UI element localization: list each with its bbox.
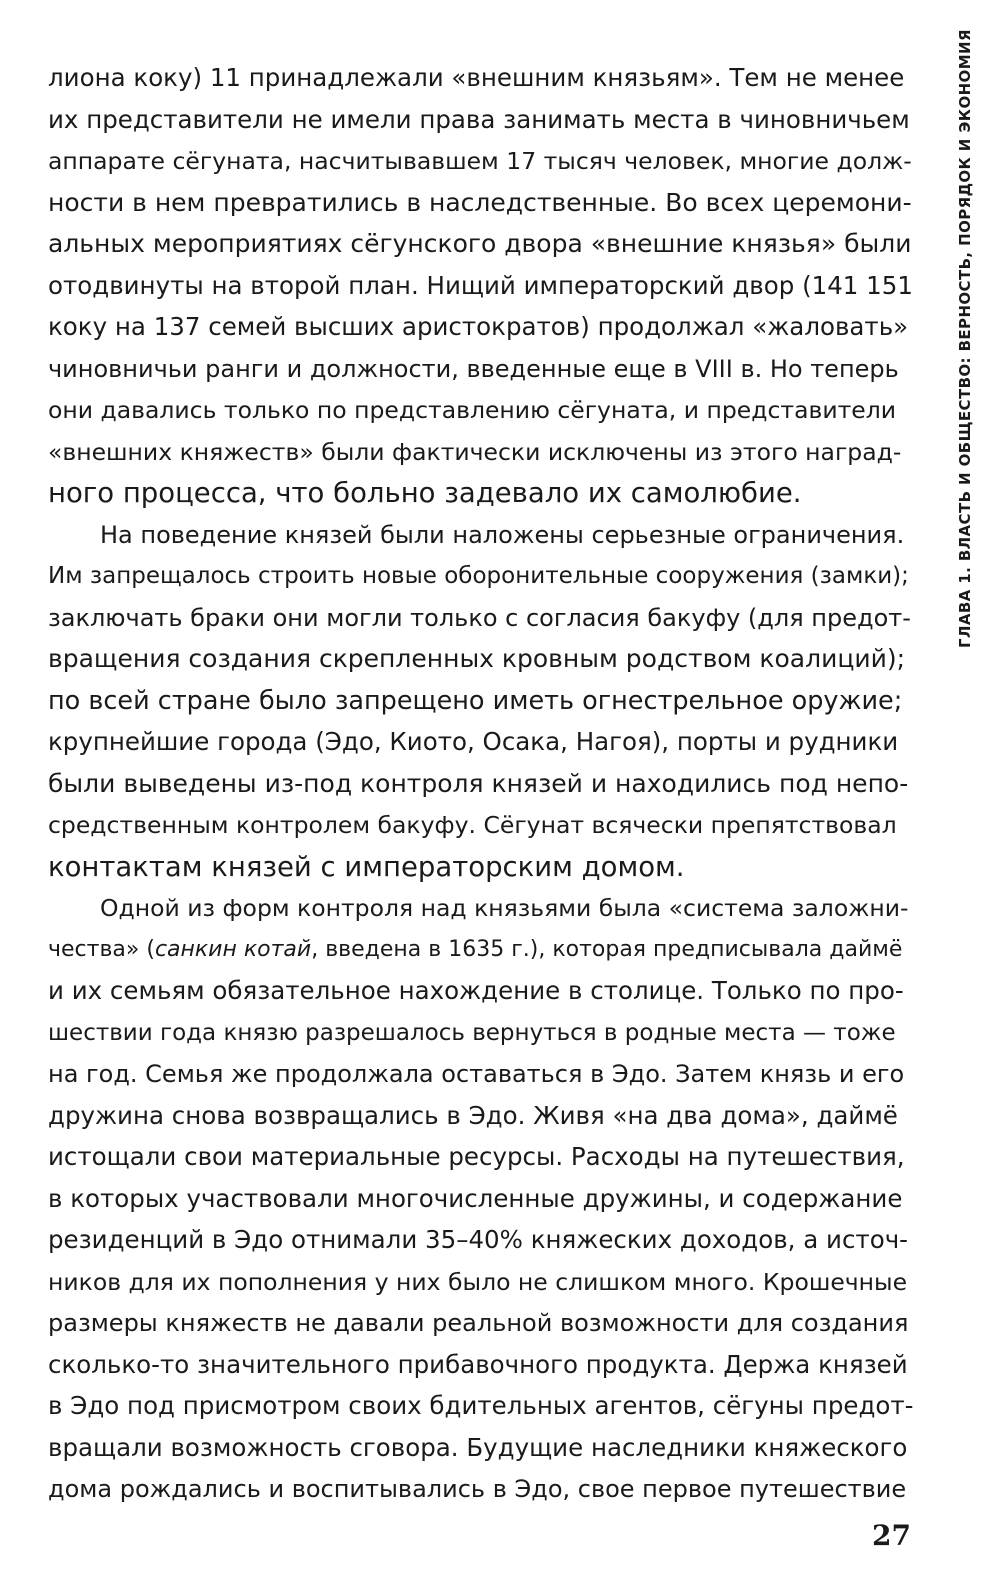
text-line: в Эдо под присмотром своих бдительных агентов, сёгуны предот-	[48, 1391, 914, 1420]
text-line: крупнейшие города (Эдо, Киото, Осака, Нагоя), порты и рудники	[48, 727, 899, 756]
text-line: вращали возможность сговора. Будущие наследники княжеского	[48, 1433, 908, 1462]
text-line: ного процесса, что больно задевало их самолюбие.	[48, 477, 802, 509]
text-line: резиденций в Эдо отнимали 35–40% княжеских доходов, а источ-	[48, 1225, 909, 1254]
text-line: их представители не имели права занимать места в чиновничьем	[48, 105, 910, 134]
text-segment: чества» (	[48, 937, 155, 962]
text-line: размеры княжеств не давали реальной возможности для создания	[48, 1309, 909, 1337]
text-line: На поведение князей были наложены серьезные ограничения.	[100, 521, 905, 549]
text-line: по всей стране было запрещено иметь огнестрельное оружие;	[48, 686, 903, 716]
text-line: вращения создания скрепленных кровным родством коалиций);	[48, 644, 906, 673]
text-line: чиновничьи ранги и должности, введенные еще в VIII в. Но теперь	[48, 355, 899, 383]
text-line	[48, 930, 912, 970]
text-line: в которых участвовали многочисленные дружины, и содержание	[48, 1184, 903, 1213]
text-line: они давались только по представлению сёгуната, и представители	[48, 396, 897, 424]
italic-term: санкин котай	[154, 937, 312, 962]
text-line: ности в нем превратились в наследственные. Во всех церемони-	[48, 188, 912, 217]
text-line: истощали свои материальные ресурсы. Расходы на путешествия,	[48, 1142, 905, 1171]
text-line: сколько-то значительного прибавочного продукта. Держа князей	[48, 1350, 908, 1379]
text-line: заключать браки они могли только с согласия бакуфу (для предот-	[48, 604, 911, 632]
text-line: были выведены из-под контроля князей и находились под непо-	[48, 769, 909, 798]
text-segment: , введена в 1635 г.), которая предписывала даймё	[311, 937, 903, 962]
text-line: коку на 137 семей высших аристократов) продолжал «жаловать»	[48, 312, 909, 341]
text-line: и их семьям обязательное нахождение в столице. Только по про-	[48, 976, 904, 1005]
text-line: шествии года князю разрешалось вернуться в родные места — тоже	[48, 1020, 896, 1046]
text-line: на год. Семья же продолжала оставаться в Эдо. Затем князь и его	[48, 1060, 905, 1088]
text-line: «внешних княжеств» были фактически исключены из этого наград-	[48, 438, 902, 466]
text-line: Им запрещалось строить новые оборонительные сооружения (замки);	[48, 563, 909, 589]
text-line: дома рождались и воспитывались в Эдо, свое первое путешествие	[48, 1475, 907, 1503]
text-line: контактам князей с императорским домом.	[48, 851, 685, 883]
text-line: отодвинуты на второй план. Нищий императорский двор (141 151	[48, 271, 913, 300]
page-number: 27	[872, 1519, 911, 1552]
text-line: аппарате сёгуната, насчитывавшем 17 тысяч человек, многие долж-	[48, 147, 912, 175]
text-line: ников для их пополнения у них было не слишком много. Крошечные	[48, 1268, 908, 1296]
text-line: лиона коку) 11 принадлежали «внешним князьям». Тем не менее	[48, 63, 905, 92]
text-line: альных мероприятиях сёгунского двора «внешние князья» были	[48, 229, 912, 258]
text-line: дружина снова возвращались в Эдо. Живя «на два дома», даймё	[48, 1101, 898, 1130]
running-head: ГЛАВА 1. ВЛАСТЬ И ОБЩЕСТВО: ВЕРНОСТЬ, ПОРЯДОК И ЭКОНОМИЯ	[956, 29, 974, 648]
text-line: Одной из форм контроля над князьями была «система заложни-	[100, 894, 909, 922]
text-line: средственным контролем бакуфу. Сёгунат всячески препятствовал	[48, 811, 897, 839]
